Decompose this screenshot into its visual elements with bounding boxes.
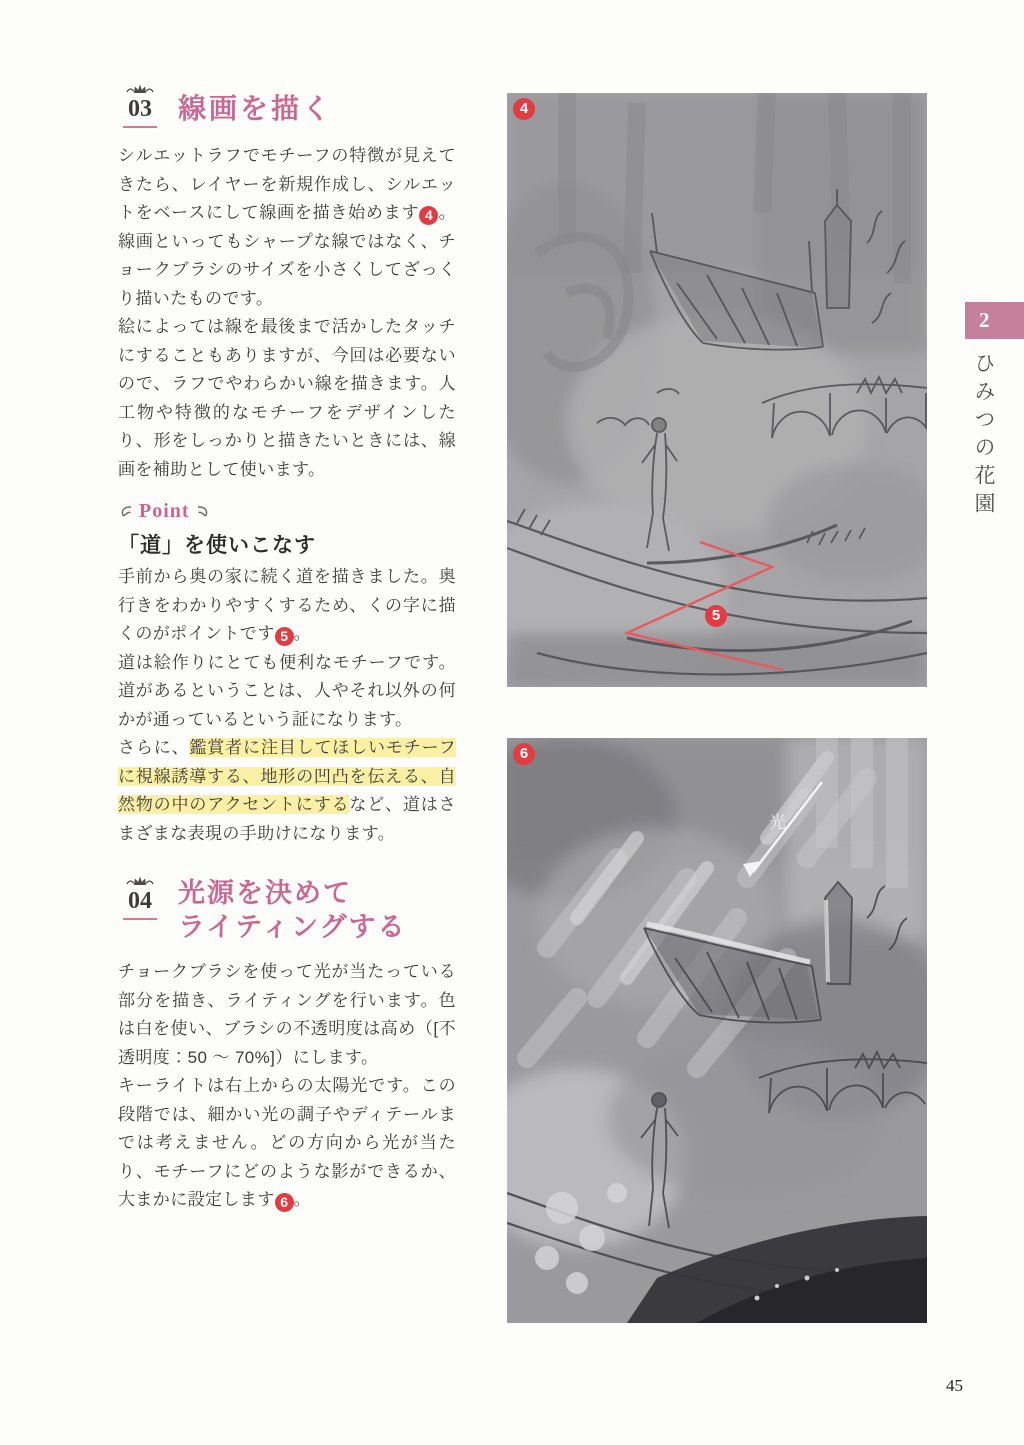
section-03-body: [118, 142, 456, 484]
fleuron-right-icon: [196, 504, 211, 520]
point-body: [118, 563, 456, 848]
section-03-title: 線画を描く: [178, 93, 334, 124]
figure-badge-6: 6: [513, 743, 535, 765]
sketch-illustration-2: [507, 738, 927, 1323]
point-heading: 「道」を使いこなす: [118, 534, 316, 557]
section-04-title-line2: ライティングする: [178, 912, 407, 942]
point-label: Point: [139, 500, 190, 522]
figure-lighting-sketch: [507, 738, 927, 1323]
section-04-title-line1: 光源を決めて: [178, 878, 352, 908]
point-label-row: [118, 500, 456, 523]
section-03-header: [118, 82, 456, 128]
tower-highlight: [826, 900, 828, 982]
paragraph: さらに、鑑賞者に注目してほしいモチーフに視線誘導する、地形の凹凸を伝える、自然物の中のアクセントにするなど、道はさまざまな表現の手助けになります。: [118, 738, 456, 843]
point-block: [118, 500, 456, 848]
section-04-body: [118, 958, 456, 1215]
figure-badge-4: 4: [513, 98, 535, 120]
fleuron-left-icon: [118, 504, 133, 520]
chapter-tab: [965, 302, 1024, 339]
paragraph: シルエットラフでモチーフの特徴が見えてきたら、レイヤーを新規作成し、シルエットをベースにして線画を描き始めます 4 。線画といってもシャープな線ではなく、チョークブラシのサイズを小さくしてざっくり描いたものです。: [118, 146, 457, 308]
section-number-underline: [123, 918, 157, 920]
section-number-underline: [123, 126, 157, 128]
crown-ornament-icon: [125, 82, 155, 96]
sketch-illustration-1: [507, 93, 927, 687]
paragraph: 絵によっては線を最後まで活かしたタッチにすることもありますが、今回は必要ないので、ラフでやわらかい線を描きます。人工物や特徴的なモチーフをデザインしたり、形をしっかりと描きたいときには、線画を補助として使います。: [118, 317, 456, 479]
paragraph: 手前から奥の家に続く道を描きました。奥行きをわかりやすくするため、くの字に描くのがポイントです 5 。: [118, 567, 456, 644]
text-column: [118, 82, 456, 1215]
crown-ornament-icon: [125, 874, 155, 888]
paragraph: キーライトは右上からの太陽光です。この段階では、細かい光の調子やディテールまでは考えません。どの方向から光が当たり、モチーフにどのような影ができるか、大まかに設定します 6 。: [118, 1076, 456, 1210]
section-number: 03: [128, 96, 152, 122]
light-label: 光: [769, 813, 786, 832]
section-04-title: [178, 874, 407, 944]
section-03-number-block: [118, 82, 162, 128]
section-04-header: [118, 874, 456, 944]
figure-lineart-sketch: [507, 93, 927, 687]
section-04-number-block: [118, 874, 162, 920]
chapter-number: 2: [979, 308, 990, 332]
paragraph: チョークブラシを使って光が当たっている部分を描き、ライティングを行います。色は白を使い、ブラシの不透明度は高め（[不透明度：50 〜 70%]）にします。: [118, 962, 456, 1067]
page-number: 45: [946, 1376, 963, 1395]
figure-badge-5: 5: [705, 605, 727, 627]
chapter-title-vertical: ひみつの花園: [972, 352, 996, 520]
paragraph: 道は絵作りにとても便利なモチーフです。道があるということは、人やそれ以外の何かが通っているという証になります。: [118, 652, 456, 729]
section-number: 04: [128, 888, 152, 914]
